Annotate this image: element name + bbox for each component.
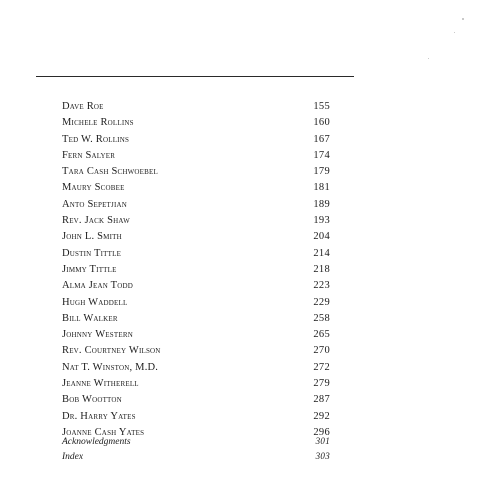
contents-list	[62, 99, 330, 441]
entry-name: Joanne Cash Yates	[62, 426, 145, 438]
contents-entry	[62, 311, 330, 327]
entry-name: Jimmy Tittle	[62, 263, 117, 275]
scan-speck	[428, 58, 429, 59]
entry-name: Rev. Courtney Wilson	[62, 345, 161, 357]
back-matter-entry	[62, 449, 330, 464]
entry-name: Bill Walker	[62, 312, 118, 324]
contents-entry	[62, 197, 330, 213]
entry-page: 174	[313, 149, 330, 161]
contents-entry	[62, 148, 330, 164]
contents-entry	[62, 262, 330, 278]
entry-page: 287	[313, 394, 330, 406]
entry-page: 301	[315, 436, 330, 446]
entry-page: 155	[313, 101, 330, 112]
contents-entry	[62, 392, 330, 408]
entry-page: 265	[313, 329, 330, 341]
entry-page: 272	[313, 361, 330, 373]
entry-name: Johnny Western	[62, 329, 133, 341]
contents-entry	[62, 246, 330, 262]
entry-name: Ted W. Rollins	[62, 133, 130, 145]
scan-speck	[462, 18, 464, 20]
contents-entry	[62, 180, 330, 196]
scan-speck	[454, 32, 455, 33]
back-matter-list	[62, 434, 330, 464]
contents-entry	[62, 295, 330, 311]
contents-entry	[62, 132, 330, 148]
entry-page: 160	[313, 117, 330, 129]
contents-entry	[62, 99, 330, 115]
entry-name: Rev. Jack Shaw	[62, 215, 130, 227]
entry-page: 204	[313, 231, 330, 243]
entry-name: John L. Smith	[62, 231, 122, 243]
entry-name: Hugh Waddell	[62, 296, 128, 308]
entry-page: 181	[313, 182, 330, 194]
contents-entry	[62, 409, 330, 425]
contents-entry	[62, 360, 330, 376]
entry-page: 296	[313, 426, 330, 438]
entry-name: Tara Cash Schwoebel	[62, 166, 158, 178]
top-rule	[36, 76, 354, 77]
entry-name: Alma Jean Todd	[62, 280, 134, 292]
entry-page: 229	[313, 296, 330, 308]
entry-page: 223	[313, 280, 330, 292]
entry-page: 179	[313, 166, 330, 178]
contents-entry	[62, 343, 330, 359]
entry-name: Dustin Tittle	[62, 247, 122, 259]
entry-page: 270	[313, 345, 330, 357]
entry-page: 258	[313, 312, 330, 324]
entry-name: Bob Wootton	[62, 394, 122, 406]
entry-name: Michele Rollins	[62, 117, 134, 129]
entry-page: 189	[313, 198, 330, 210]
entry-name: Anto Sepetjian	[62, 198, 127, 210]
contents-entry	[62, 327, 330, 343]
entry-name: Dave Roe	[62, 101, 104, 112]
entry-name: Nat T. Winston, M.D.	[62, 361, 159, 373]
entry-name: Index	[62, 452, 84, 462]
entry-page: 167	[313, 133, 330, 145]
contents-entry	[62, 115, 330, 131]
entry-name: Maury Scobee	[62, 182, 125, 194]
entry-page: 292	[313, 410, 330, 422]
entry-page: 214	[313, 247, 330, 259]
entry-name: Fern Salyer	[62, 149, 116, 161]
entry-name: Acknowledgments	[62, 437, 131, 447]
contents-entry	[62, 376, 330, 392]
entry-name: Jeanne Witherell	[62, 378, 139, 390]
contents-entry	[62, 278, 330, 294]
contents-entry	[62, 164, 330, 180]
contents-entry	[62, 229, 330, 245]
entry-page: 193	[313, 215, 330, 227]
entry-page: 218	[313, 263, 330, 275]
back-matter-entry	[62, 434, 330, 449]
entry-name: Dr. Harry Yates	[62, 410, 136, 422]
entry-page: 303	[315, 451, 330, 461]
entry-page: 279	[313, 378, 330, 390]
contents-entry	[62, 213, 330, 229]
